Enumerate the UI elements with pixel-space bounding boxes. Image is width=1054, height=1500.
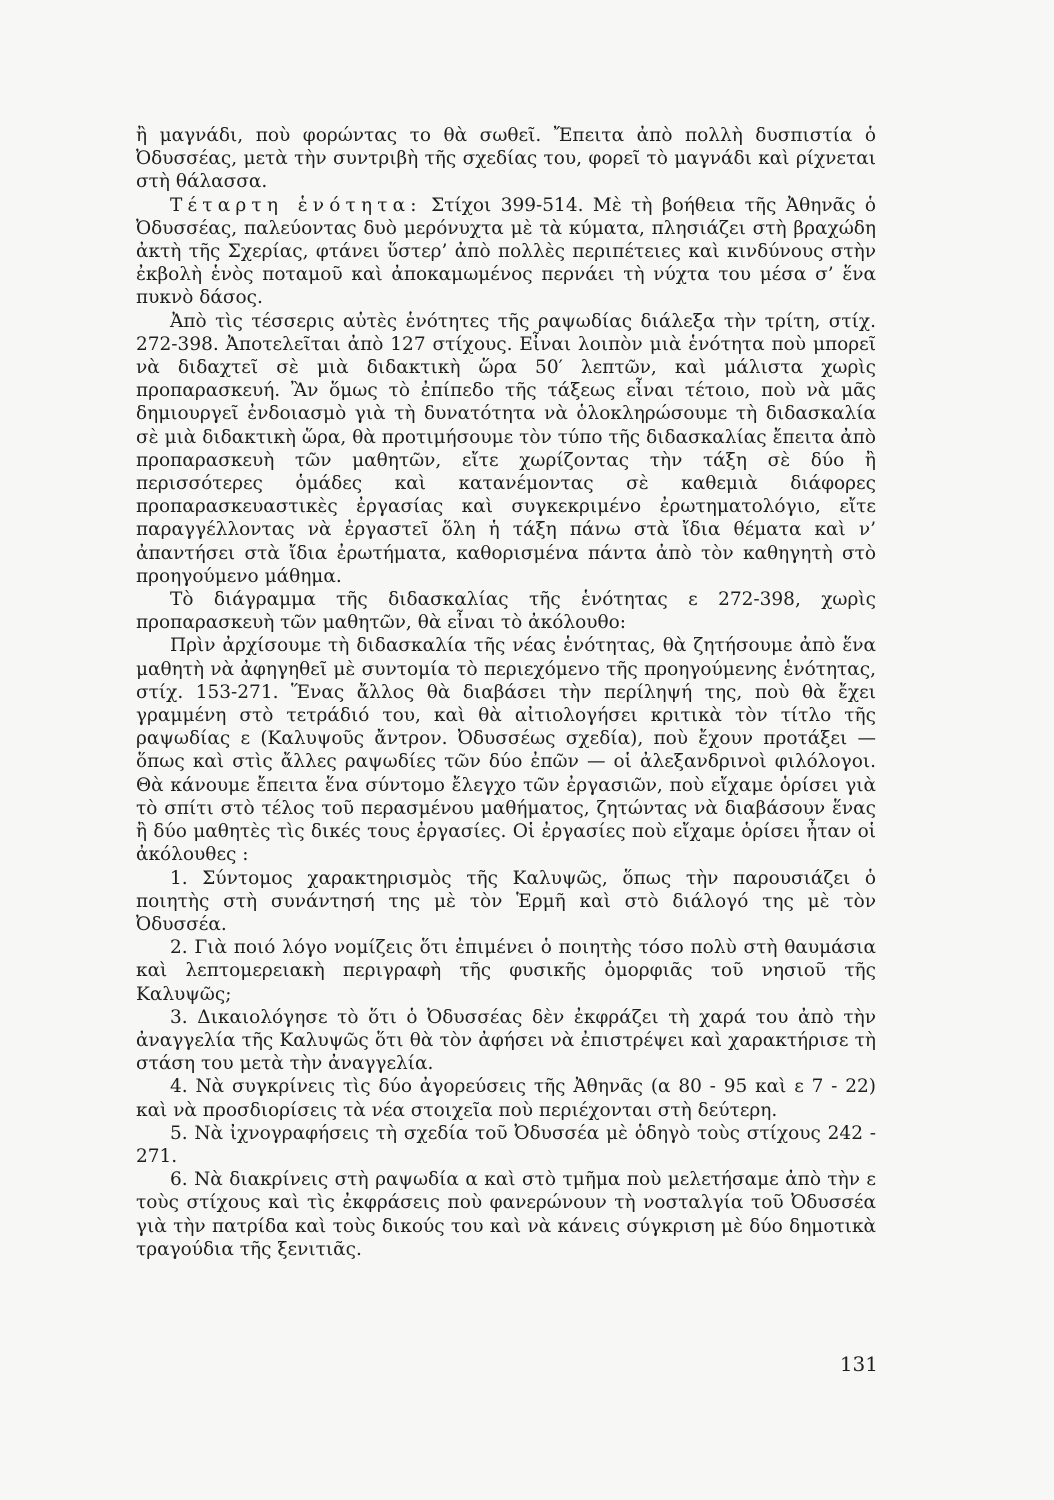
page-number: 131 [839,1352,878,1376]
body-text [136,124,876,1261]
list-item: 5. Νὰ ἰχνογραφήσεις τὴ σχεδία τοῦ Ὀδυσσέα μὲ ὁδηγὸ τοὺς στίχους 242 - 271. [136,1122,876,1167]
paragraph-diagram-intro: Τὸ διάγραμμα τῆς διδασκαλίας τῆς ἑνότητας ε 272-398, χωρὶς προπαρασκευὴ τῶν μαθητῶν, θὰ εἶναι τὸ ἀκόλουθο: [136,589,876,634]
paragraph-choice: Ἀπὸ τὶς τέσσερις αὐτὲς ἑνότητες τῆς ραψωδίας διάλεξα τὴν τρίτη, στίχ. 272-398. Ἀποτελεῖται ἀπὸ 127 στίχους. Εἶναι λοιπὸν μιὰ ἑνότητα ποὺ μπορεῖ νὰ διδαχτεῖ σὲ μιὰ διδακτικὴ ὥρα 50′ λεπτῶν, καὶ μάλιστα χωρὶς προπαρασκευή. Ἂν ὅμως τὸ ἐπίπεδο τῆς τάξεως εἶναι τέτοιο, ποὺ νὰ μᾶς δημιουργεῖ ἐνδοιασμὸ γιὰ τὴ δυνατότητα νὰ ὁλοκληρώσουμε τὴ διδασκαλία σὲ μιὰ διδακτικὴ ὥρα, θὰ προτιμήσουμε τὸν τύπο τῆς διδασκαλίας ἔπειτα ἀπὸ προπαρασκευὴ τῶν μαθητῶν, εἴτε χωρίζοντας τὴν τάξη σὲ δύο ἢ περισσότερες ὁμάδες καὶ κατανέμοντας σὲ καθεμιὰ διάφορες προπαρασκευαστικὲς ἐργασίας καὶ συγκεκριμένο ἐρωτηματολόγιο, εἴτε παραγγέλλοντας νὰ ἐργαστεῖ ὅλη ἡ τάξη πάνω στὰ ἴδια θέματα καὶ ν’ ἀπαντήσει στὰ ἴδια ἐρωτήματα, καθορισμένα πάντα ἀπὸ τὸν καθηγητὴ στὸ προηγούμενο μάθημα. [136,310,876,587]
paragraph-lesson-start: Πρὶν ἀρχίσουμε τὴ διδασκαλία τῆς νέας ἑνότητας, θὰ ζητήσουμε ἀπὸ ἕνα μαθητὴ νὰ ἀφηγηθεῖ μὲ συντομία τὸ περιεχόμενο τῆς προηγούμενης ἑνότητας, στίχ. 153-271. Ἕνας ἄλλος θὰ διαβάσει τὴν περίληψή της, ποὺ θὰ ἔχει γραμμένη στὸ τετράδιό του, καὶ θὰ αἰτιολογήσει κριτικὰ τὸν τίτλο τῆς ραψωδίας ε (Καλυψοῦς ἄντρον. Ὀδυσσέως σχεδία), ποὺ ἔχουν προτάξει — ὅπως καὶ στὶς ἄλλες ραψωδίες τῶν δύο ἐπῶν — οἱ ἀλεξανδρινοὶ φιλόλογοι. Θὰ κάνουμε ἔπειτα ἕνα σύντομο ἔλεγχο τῶν ἐργασιῶν, ποὺ εἴχαμε ὁρίσει γιὰ τὸ σπίτι στὸ τέλος τοῦ περασμένου μαθήματος, ζητώντας νὰ διαβάσουν ἕνας ἢ δύο μαθητὲς τὶς δικές τους ἐργασίες. Οἱ ἐργασίες ποὺ εἴχαμε ὁρίσει ἦταν οἱ ἀκόλουθες : [136,635,876,866]
list-item: 3. Δικαιολόγησε τὸ ὅτι ὁ Ὀδυσσέας δὲν ἐκφράζει τὴ χαρά του ἀπὸ τὴν ἀναγγελία τῆς Καλυψῶς ὅτι θὰ τὸν ἀφήσει νὰ ἐπιστρέψει καὶ χαρακτήρισε τὴ στάση του μετὰ τὴν ἀναγγελία. [136,1006,876,1075]
list-item: 2. Γιὰ ποιό λόγο νομίζεις ὅτι ἐπιμένει ὁ ποιητὴς τόσο πολὺ στὴ θαυμάσια καὶ λεπτομερειακὴ περιγραφὴ τῆς φυσικῆς ὀμορφιᾶς τοῦ νησιοῦ τῆς Καλυψῶς; [136,937,876,1005]
list-item: 1. Σύντομος χαρακτηρισμὸς τῆς Καλυψῶς, ὅπως τὴν παρουσιάζει ὁ ποιητὴς στὴ συνάντησή της μὲ τὸν Ἑρμῆ καὶ στὸ διάλογό της μὲ τὸν Ὀδυσσέα. [136,867,876,935]
list-item: 6. Νὰ διακρίνεις στὴ ραψωδία α καὶ στὸ τμῆμα ποὺ μελετήσαμε ἀπὸ τὴν ε τοὺς στίχους καὶ τὶς ἐκφράσεις ποὺ φανερώνουν τὴ νοσταλγία τοῦ Ὀδυσσέα γιὰ τὴν πατρίδα καὶ τοὺς δικούς του καὶ νὰ κάνεις σύγκριση μὲ δύο δημοτικὰ τραγούδια τῆς ξενιτιᾶς. [136,1169,876,1260]
paragraph-continuation: ἢ μαγνάδι, ποὺ φορώντας το θὰ σωθεῖ. Ἔπειτα ἀπὸ πολλὴ δυσπιστία ὁ Ὀδυσσέας, μετὰ τὴν συντριβὴ τῆς σχεδίας του, φορεῖ τὸ μαγνάδι καὶ ρίχνεται στὴ θάλασσα. [136,125,876,193]
section-heading-body: Στίχοι 399-514. Μὲ τὴ βοήθεια τῆς Ἀθηνᾶς ὁ Ὀδυσσέας, παλεύοντας δυὸ μερόνυχτα μὲ τὰ κύματα, πλησιάζει στὴ βραχώδη ἀκτὴ τῆς Σχερίας, φτάνει ὕστερ’ ἀπὸ πολλὲς περιπέτειες καὶ κινδύνους στὴν ἐκβολὴ ἑνὸς ποταμοῦ καὶ ἀποκαμωμένος περνάει τὴ νύχτα του μέσα σ’ ἕνα πυκνὸ δάσος. [136,194,876,309]
list-item: 4. Νὰ συγκρίνεις τὶς δύο ἀγορεύσεις τῆς Ἀθηνᾶς (α 80 - 95 καὶ ε 7 - 22) καὶ νὰ προσδιορίσεις τὰ νέα στοιχεῖα ποὺ περιέχονται στὴ δεύτερη. [136,1076,876,1121]
paragraph-fourth-unit [136,194,876,310]
section-heading: Τέταρτη ἑνότητα: [170,194,422,216]
